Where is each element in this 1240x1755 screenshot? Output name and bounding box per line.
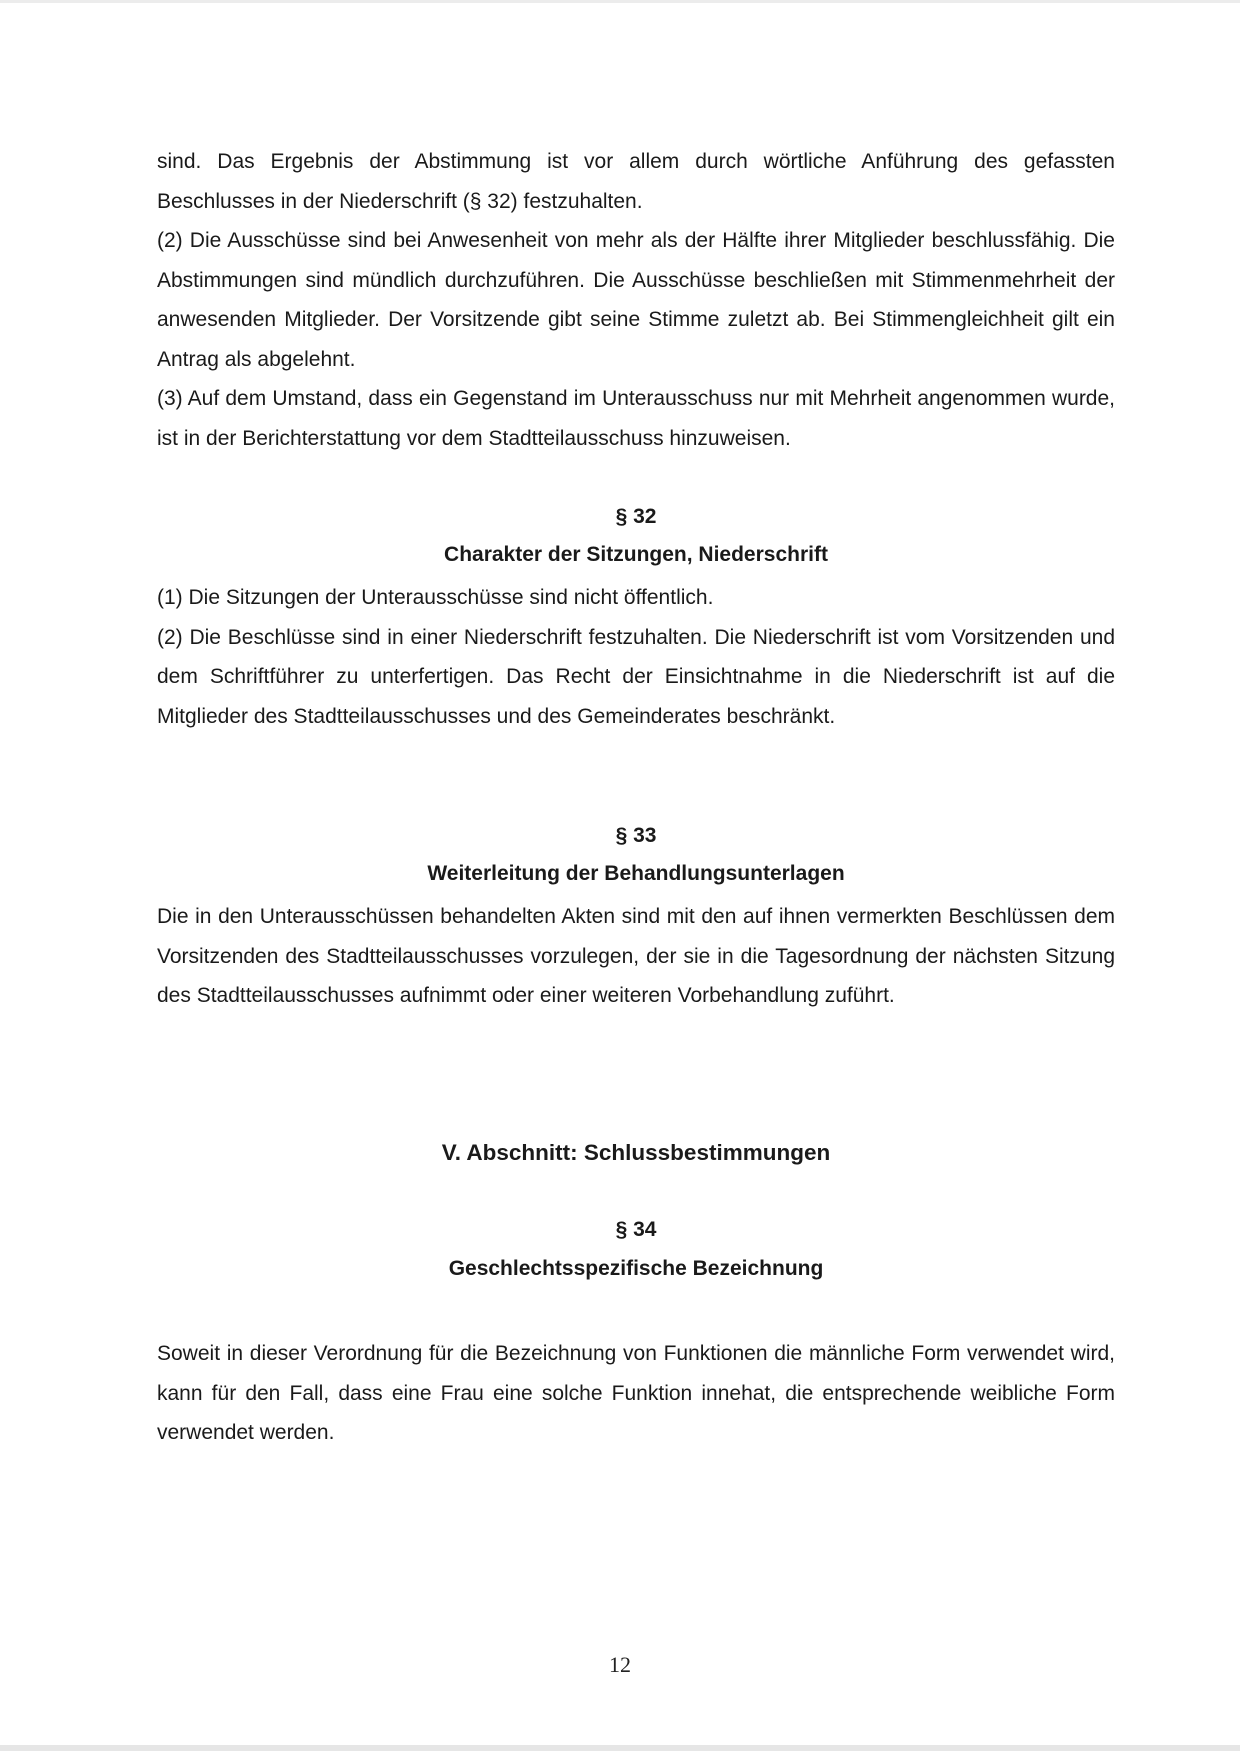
intro-block [157, 142, 1115, 458]
scan-bottom-edge [0, 1745, 1240, 1751]
section-34-number: § 34 [615, 1218, 657, 1241]
section-32-number: § 32 [615, 505, 657, 528]
section-34-paragraph-1: Soweit in dieser Verordnung für die Bezeichnung von Funktionen die männliche Form verwendet wird, kann für den Fall, dass eine Frau eine solche Funktion innehat, die entsprechende weibliche Form verwendet werden. [157, 1342, 1115, 1444]
section-34-title: Geschlechtsspezifische Bezeichnung [448, 1257, 824, 1280]
section-33-body [157, 897, 1115, 1016]
scan-top-edge [0, 0, 1240, 3]
section-32-body [157, 578, 1115, 736]
section-32-title: Charakter der Sitzungen, Niederschrift [444, 543, 828, 566]
section-33-paragraph-1: Die in den Unterausschüssen behandelten Akten sind mit den auf ihnen vermerkten Beschlüssen dem Vorsitzenden des Stadtteilausschusses vorzulegen, der sie in die Tagesordnung der nächsten Sitzung des Stadtteilausschusses aufnimmt oder einer weiteren Vorbehandlung zuführt. [157, 905, 1115, 1007]
section-32-paragraph-2: (2) Die Beschlüsse sind in einer Niederschrift festzuhalten. Die Niederschrift ist vom Vorsitzenden und dem Schriftführer zu unterfertigen. Das Recht der Einsichtnahme in die Niederschrift ist auf die Mitglieder des Stadtteilausschusses und des Gemeinderates beschränkt. [157, 625, 1115, 728]
chapter-title: V. Abschnitt: Schlussbestimmungen [441, 1140, 831, 1165]
section-32-paragraph-1: (1) Die Sitzungen der Unterausschüsse sind nicht öffentlich. [157, 586, 714, 609]
section-33-title: Weiterleitung der Behandlungsunterlagen [427, 862, 845, 885]
intro-paragraph-3: (3) Auf dem Umstand, dass ein Gegenstand im Unterausschuss nur mit Mehrheit angenommen wurde, ist in der Berichterstattung vor dem Stadtteilausschuss hinzuweisen. [157, 387, 1115, 450]
intro-paragraph-2: (2) Die Ausschüsse sind bei Anwesenheit von mehr als der Hälfte ihrer Mitglieder beschlussfähig. Die Abstimmungen sind mündlich durchzuführen. Die Ausschüsse beschließen mit Stimmenmehrheit der anwesenden Mitglieder. Der Vorsitzende gibt seine Stimme zuletzt ab. Bei Stimmengleichheit gilt ein Antrag als abgelehnt. [157, 229, 1115, 371]
section-34-body [157, 1334, 1115, 1453]
section-33-number: § 33 [615, 824, 657, 847]
intro-paragraph-1: sind. Das Ergebnis der Abstimmung ist vor allem durch wörtliche Anführung des gefassten Beschlusses in der Niederschrift (§ 32) festzuhalten. [157, 150, 1115, 213]
page-number: 12 [609, 1652, 631, 1677]
